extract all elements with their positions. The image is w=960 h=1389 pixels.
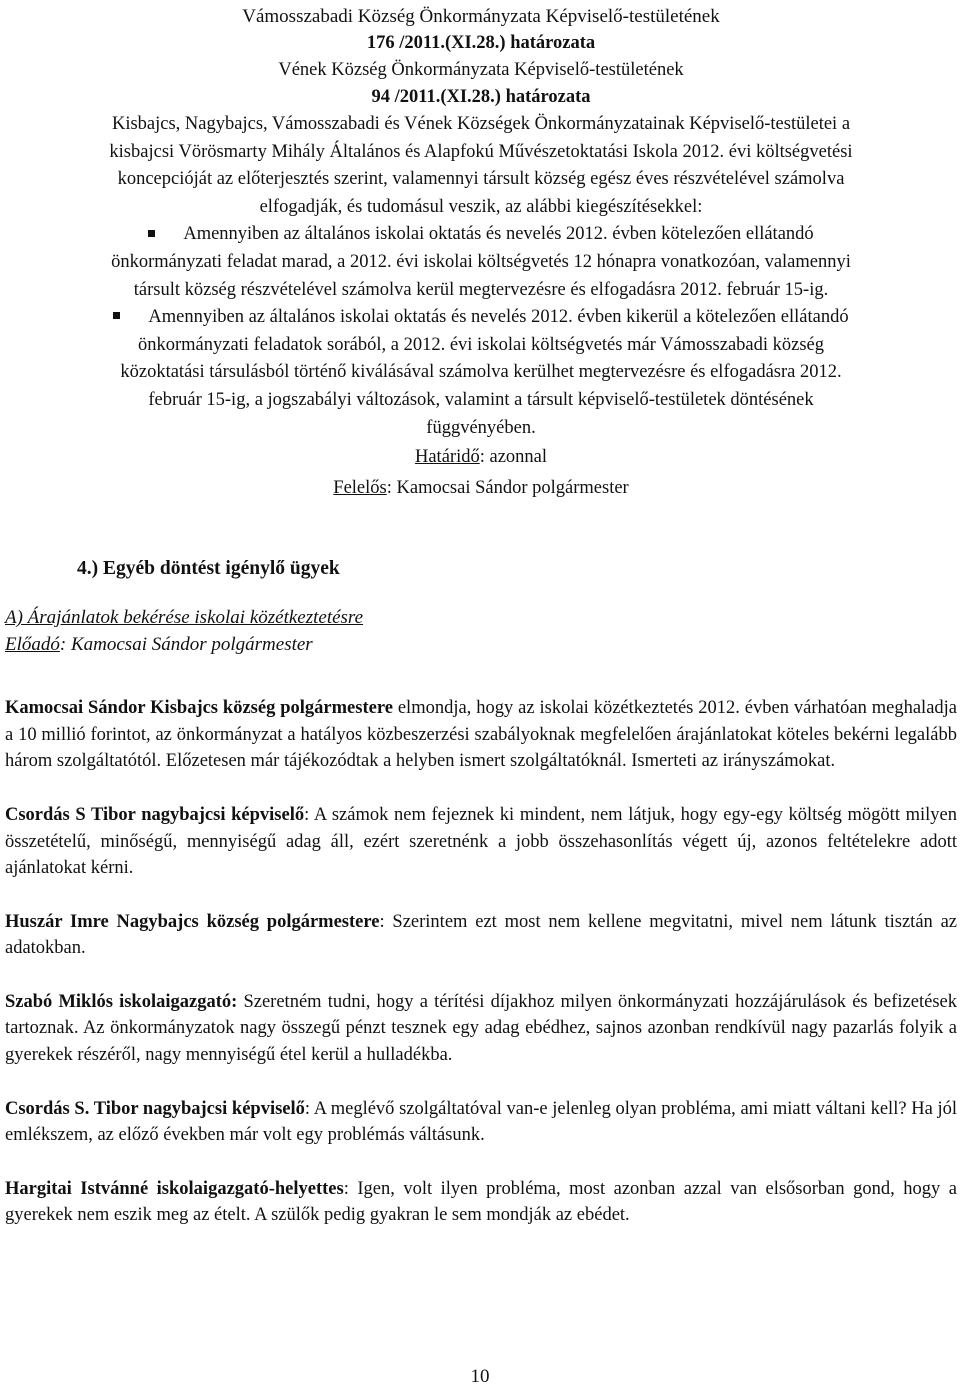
presenter-line (5, 631, 957, 658)
speaker-name: Hargitai Istvánné iskolaigazgató-helyettes (5, 1178, 344, 1199)
text-line: függvényében. (426, 417, 536, 438)
resolution-body: Vámosszabadi Község Önkormányzata Képviselő-testületének (242, 6, 720, 27)
speaker-name: Csordás S Tibor nagybajcsi képviselő (5, 804, 305, 825)
speaker-name: Szabó Miklós iskolaigazgató: (5, 991, 238, 1012)
bullet-item (5, 221, 957, 304)
separator: : (304, 804, 314, 825)
resolution-text (5, 111, 957, 221)
document-page (5, 0, 957, 1229)
text-line: Amennyiben az általános iskolai oktatás és nevelés 2012. évben kötelezően ellátandó (183, 224, 814, 245)
resolution-header-2 (5, 57, 957, 111)
presenter-label: Előadó (5, 634, 60, 656)
deadline-line (5, 444, 957, 471)
paragraph-text: Igen, volt ilyen probléma, most azonban azzal van elsősorban gond, hogy a gyerekek nem eszik meg az ételt. A szülők pedig gyakran le sem mondják az ebédet. (5, 1178, 957, 1226)
speaker-name: Kamocsai Sándor Kisbajcs község polgármestere (5, 698, 393, 719)
speaker-name: Huszár Imre Nagybajcs község polgármestere (5, 911, 380, 932)
text-line: Amennyiben az általános iskolai oktatás és nevelés 2012. évben kikerül a kötelezően ellátandó (148, 307, 849, 328)
presenter-value: : Kamocsai Sándor polgármester (59, 634, 313, 656)
separator: : (379, 911, 393, 932)
speaker-name: Csordás S. Tibor nagybajcsi képviselő (5, 1098, 305, 1119)
minutes-paragraph (5, 909, 957, 962)
responsible-value: : Kamocsai Sándor polgármester (386, 478, 629, 499)
section-heading: 4.) Egyéb döntést igénylő ügyek (77, 558, 340, 580)
minutes-paragraph (5, 1096, 957, 1149)
minutes-paragraph (5, 802, 957, 882)
bullet-square-icon (113, 312, 120, 319)
paragraph-text: A számok nem fejeznek ki mindent, nem látjuk, hogy egy-egy költség mögött milyen összetételű, minőségű, mennyiségű adag áll, ezért szeretnénk a jobb összehasonlítás végett új, azonos feltételekre adott ajánlatokat kérni. (5, 804, 957, 879)
separator: : (343, 1178, 358, 1199)
resolution-number: 176 /2011.(XI.28.) határozata (366, 33, 596, 53)
bullet-item (5, 304, 957, 442)
bullet-line (5, 304, 957, 332)
text-line: február 15-ig, a jogszabályi változások, valamint a társult képviselő-testületek döntésének (148, 389, 814, 410)
text-line: kisbajcsi Vörösmarty Mihály Általános és Alapfokú Művészetoktatási Iskola 2012. évi költségvetési (109, 141, 853, 162)
deadline-value: : azonnal (479, 447, 548, 468)
agenda-item-title: A) Árajánlatok bekérése iskolai közétkeztetésre (5, 607, 364, 629)
resolution-header-1 (5, 3, 957, 57)
paragraph-text: A meglévő szolgáltatóval van-e jelenleg olyan probléma, ami miatt váltani kell? Ha jól emlékszem, az előző években már volt egy problémás váltásunk. (5, 1098, 958, 1146)
text-line: elfogadják, és tudomásul veszik, az alábbi kiegészítésekkel: (259, 196, 703, 217)
text-line: önkormányzati feladat marad, a 2012. évi iskolai költségvetés 12 hónapra vonatkozóan, valamennyi (111, 251, 851, 272)
resolution-body: Vének Község Önkormányzata Képviselő-testületének (278, 60, 684, 80)
bullet-line (5, 221, 957, 249)
separator: : (304, 1098, 314, 1119)
text-line: közoktatási társulásból történő kiválásával számolva kerülhet megtervezésre és elfogadásra 2012. (120, 362, 842, 383)
minutes-paragraph (5, 989, 957, 1069)
paragraph-text: Szerintem ezt most nem kellene megvitatni, mivel nem látunk tisztán az adatokban. (5, 911, 958, 959)
bullet-square-icon (148, 230, 155, 237)
paragraph-text: Szeretném tudni, hogy a térítési díjakhoz milyen önkormányzati hozzájárulások és befizetések tartoznak. Az önkormányzatok nagy összegű pénzt tesznek egy adag ebédhez, sajnos azonban rendkívül nagy pazarlás folyik a gyerekek részéről, nagy mennyiségű étel kerül a hulladékba. (5, 991, 957, 1066)
text-line: önkormányzati feladatok sorából, a 2012. évi iskolai költségvetés már Vámosszabadi község (137, 334, 825, 355)
page-number: 10 (470, 1366, 490, 1387)
text-line: Kisbajcs, Nagybajcs, Vámosszabadi és Vének Községek Önkormányzatainak Képviselő-testületei a (111, 114, 851, 134)
resolution-number: 94 /2011.(XI.28.) határozata (371, 87, 591, 107)
responsible-label: Felelős (333, 478, 387, 499)
text-line: társult község részvételével számolva kerül megtervezésre és elfogadásra 2012. február 15-ig. (133, 279, 829, 300)
paragraph-text: elmondja, hogy az iskolai közétkeztetés 2012. évben várhatóan meghaladja a 10 millió forintot, az önkormányzat a hatályos közbeszerzési szabályoknak megfelelően árajánlatokat köteles bekérni legalább három szolgáltatótól. Előzetesen már tájékozódtak a helyben ismert szolgáltatóknál. Ismerteti az irányszámokat. (5, 698, 958, 772)
responsible-line (5, 475, 957, 502)
minutes-paragraph (5, 1176, 957, 1229)
text-line: koncepcióját az előterjesztés szerint, valamennyi társult község egész éves részvételével számolva (117, 169, 845, 190)
minutes-paragraph (5, 695, 957, 775)
deadline-label: Határidő (414, 447, 480, 468)
